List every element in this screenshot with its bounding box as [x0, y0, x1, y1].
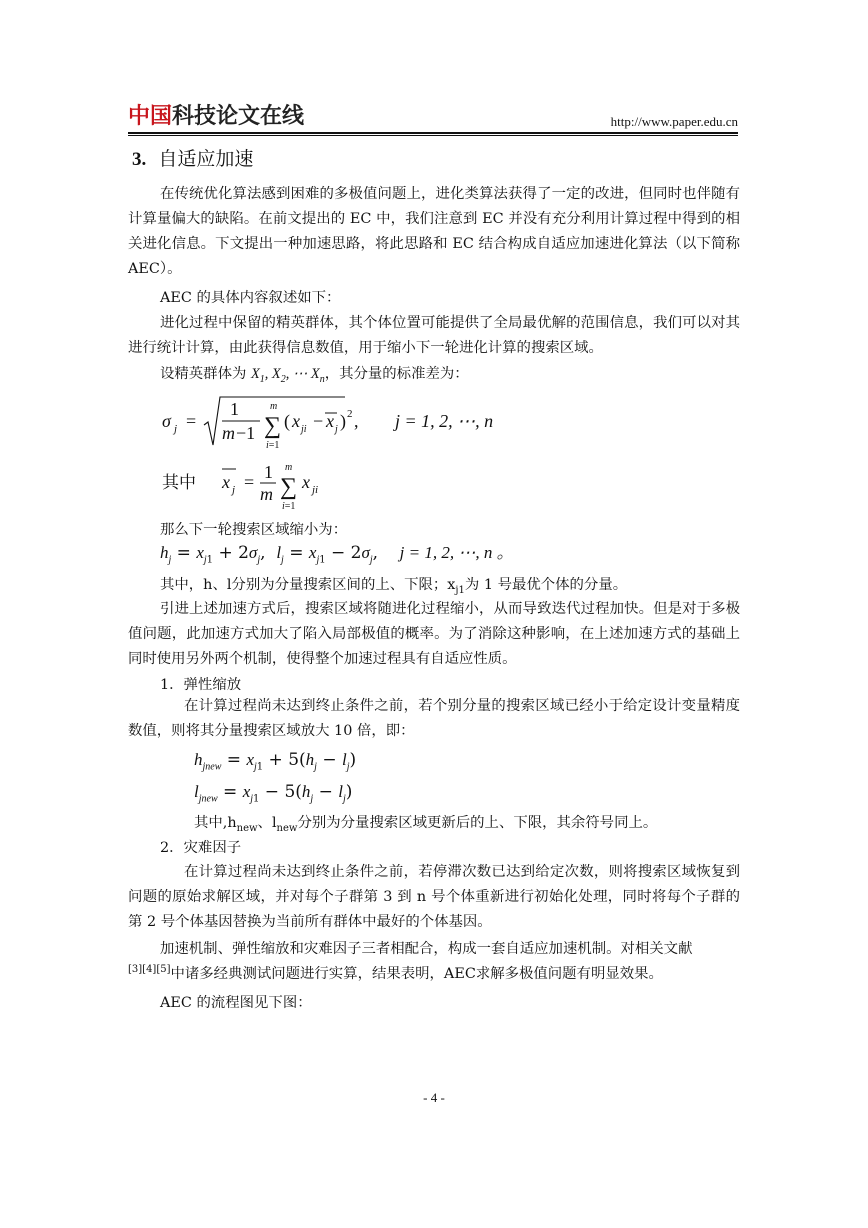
svg-text:m: m: [260, 484, 273, 504]
svg-text:(: (: [284, 411, 290, 431]
paragraph-flowchart-ref: AEC 的流程图见下图：: [160, 995, 312, 1011]
svg-text:j: j: [174, 423, 178, 435]
section-title: [132, 147, 253, 172]
svg-text:ji: ji: [301, 424, 307, 435]
svg-text:,: ,: [354, 411, 359, 431]
bounds-explain-text: 其中，h、l分别为分量搜索区间的上、下限；x: [160, 577, 456, 593]
svg-text:): ): [340, 411, 346, 431]
svg-text:i=1: i=1: [266, 440, 280, 451]
paragraph-combined-line1: 加速机制、弹性缩放和灾难因子三者相配合，构成一套自适应加速机制。对相关文献: [160, 941, 693, 957]
item-disaster-text: 在计算过程尚未达到终止条件之前，若停滞次数已达到给定次数，则将搜索区域恢复到问题的原始求解区域，并对每个子群第 3 到 n 号个体重新进行初始化处理，同时将每个子群的第 2 号个体基因替换为当前所有群体中最好的个体基因。: [128, 864, 740, 930]
svg-text:m: m: [222, 423, 235, 443]
header-rule: [128, 132, 738, 134]
note-post: 分别为分量搜索区域更新后的上、下限，其余符号同上。: [297, 815, 658, 831]
paragraph-elite-set: [160, 364, 469, 384]
note-pre: 其中,h: [194, 815, 237, 831]
logo-part-red: 中国: [128, 104, 173, 129]
paragraph-elite: 进化过程中保留的精英群体，其个体位置可能提供了全局最优解的范围信息，我们可以对其进行统计计算，由此获得信息数值，用于缩小下一轮进化计算的搜索区域。: [128, 315, 740, 356]
svg-text:i=1: i=1: [282, 501, 296, 512]
svg-text:ji: ji: [312, 484, 319, 496]
elite-set-text-post: ，其分量的标准差为：: [324, 366, 469, 382]
svg-text:1: 1: [230, 399, 239, 419]
where-label: 其中: [162, 473, 196, 493]
svg-text:=: =: [244, 472, 255, 492]
formula-bounds: $h_j = x_{j1} + 2\sigma_j$, $l_j = x_{j1} - 2\sigma_j$, j = 1, 2, ⋯, n 。: [160, 543, 514, 566]
svg-text:=: =: [186, 411, 197, 431]
paragraph-bounds-explain: [160, 575, 627, 595]
svg-text:−: −: [313, 411, 324, 431]
svg-text:1: 1: [264, 462, 273, 482]
svg-text:m: m: [270, 401, 278, 412]
svg-text:j: j: [335, 424, 338, 435]
paragraph-combined-line2: [128, 964, 663, 984]
page-header: [128, 104, 738, 132]
formula-mean: [218, 456, 378, 514]
bounds-explain-sub: j1: [455, 584, 465, 596]
header-rule-thin: [128, 135, 738, 136]
svg-text:σ: σ: [162, 411, 171, 431]
item-elastic-text: 在计算过程尚未达到终止条件之前，若个别分量的搜索区域已经小于给定设计变量精度数值，则将其分量搜索区域放大 10 倍，即：: [128, 698, 740, 739]
header-url[interactable]: http://www.paper.edu.cn: [610, 114, 738, 129]
svg-text:x: x: [222, 472, 230, 492]
citation-refs[interactable]: [3][4][5]: [128, 964, 171, 976]
svg-text:x: x: [326, 411, 334, 431]
formula-std-dev: [160, 393, 560, 453]
paragraph-aec-intro: AEC 的具体内容叙述如下：: [160, 290, 341, 306]
formula-bounds-range: j = 1, 2, ⋯, n 。: [399, 543, 514, 562]
formula-std-dev-svg: [160, 393, 560, 453]
paragraph-next-region: 那么下一轮搜索区域缩小为：: [160, 522, 348, 538]
journal-logo: [128, 104, 304, 130]
formula-h-new: $h_{jnew} = x_{j1} + 5(h_j - l_j)$: [194, 750, 357, 773]
note-sub1: new: [236, 822, 258, 834]
bounds-explain-post: 为 1 号最优个体的分量。: [464, 577, 628, 593]
svg-text:j: j: [232, 484, 236, 496]
paragraph-intro: 在传统优化算法感到困难的多极值问题上，进化类算法获得了一定的改进，但同时也伴随有计算量偏大的缺陷。在前文提出的 EC 中，我们注意到 EC 并没有充分利用计算过程中得到的相关进化信息。下文提出一种加速思路，将此思路和 EC 结合构成自适应加速进化算法（以下简称 AEC）。: [128, 186, 740, 277]
section-number: 3.: [132, 149, 147, 170]
svg-text:−1: −1: [236, 423, 256, 443]
section-title-text: 自适应加速: [158, 148, 254, 170]
paragraph-acceleration: 引进上述加速方式后，搜索区域将随进化过程缩小，从而导致迭代过程加快。但是对于多极值问题，此加速方式加大了陷入局部极值的概率。为了消除这种影响，在上述加速方式的基础上同时使用另外两个机制，使得整个加速过程具有自适应性质。: [128, 601, 740, 667]
svg-text:x: x: [292, 411, 300, 431]
svg-text:∑: ∑: [280, 474, 298, 500]
formula-l-new: $l_{jnew} = x_{j1} - 5(h_j - l_j)$: [194, 782, 353, 805]
item-elastic-note: [194, 813, 657, 833]
svg-text:x: x: [302, 472, 310, 492]
page-number: - 4 -: [423, 1090, 445, 1105]
svg-text:2: 2: [347, 408, 353, 420]
item-elastic-title: 1．弹性缩放: [160, 677, 242, 693]
formula-index-range: j = 1, 2, ⋯, n: [395, 411, 494, 431]
logo-part-dark: 科技论文在线: [172, 104, 305, 129]
combined-line2-text: 中诸多经典测试问题进行实算，结果表明，AEC求解多极值问题有明显效果。: [170, 966, 663, 982]
note-mid: 、l: [257, 815, 277, 831]
svg-text:∑: ∑: [264, 413, 282, 439]
formula-mean-svg: [218, 456, 378, 514]
item-disaster-title: 2．灾难因子: [160, 840, 242, 856]
elite-set-formula: $X_1$, $X_2$, ⋯ $X_n$: [250, 366, 325, 385]
note-sub2: new: [276, 822, 298, 834]
elite-set-text: 设精英群体为: [160, 366, 247, 382]
svg-text:m: m: [285, 462, 293, 473]
